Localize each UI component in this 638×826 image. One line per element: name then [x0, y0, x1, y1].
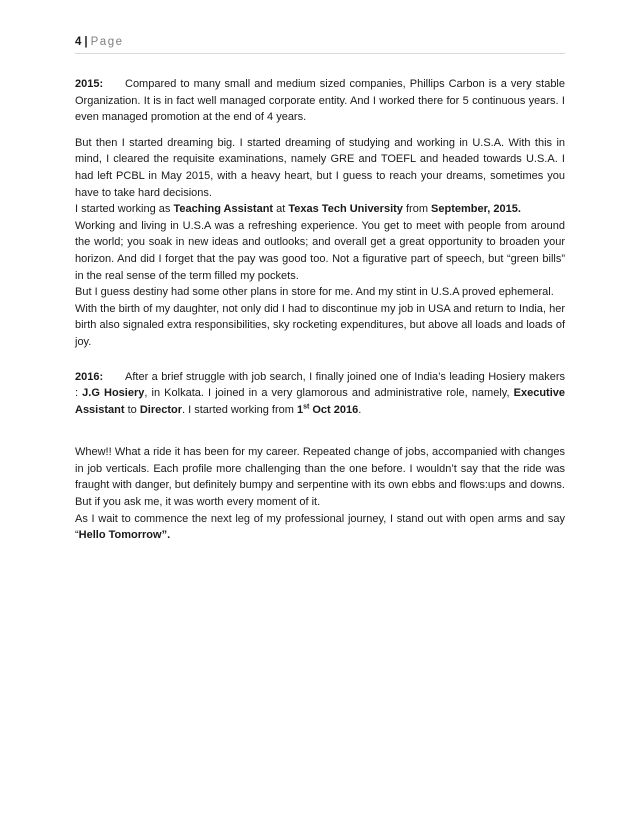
paragraph-2016: 2016: After a brief struggle with job search, I finally joined one of India’s leading Hosiery makers : J.G Hosiery, in Kolkata. I joined in a very glamorous and administrative role, namely, Executive Assistant to Director. I started working from 1st Oct 2016. — [75, 370, 565, 416]
page-header — [75, 36, 565, 54]
paragraph-2015-intro: 2015: Compared to many small and medium sized companies, Phillips Carbon is a very stable Organization. It is in fact well managed corporate entity. And I worked there for 5 continuous years. I even managed promotion at the end of 4 years. — [75, 78, 565, 124]
paragraph-hello-tomorrow: As I wait to commence the next leg of my professional journey, I stand out with open arms and say “Hello Tomorrow”. — [75, 512, 565, 542]
page-number: 4 — [75, 36, 82, 48]
header-separator: | — [84, 36, 88, 48]
university-name: Texas Tech University — [288, 203, 403, 216]
role-executive-assistant: Executive Assistant — [75, 387, 565, 416]
page-word: Page — [90, 36, 124, 48]
paragraph-daughter: With the birth of my daughter, not only did I had to discontinue my job in USA and return to India, her birth also signaled extra responsibilities, sky rocketing expenditures, but above all loads and loads of joy. — [75, 302, 565, 348]
year-2016: 2016: — [75, 370, 104, 383]
company-name: J.G Hosiery — [82, 387, 145, 400]
hello-tomorrow: Hello Tomorrow”. — [78, 529, 171, 542]
document-body — [75, 76, 565, 544]
role-teaching-assistant: Teaching Assistant — [173, 203, 274, 216]
paragraph-closing: Whew!! What a ride it has been for my career. Repeated change of jobs, accompanied with changes in job verticals. Each profile more challenging than the one before. I wouldn’t say that the ride was fraught with danger, but definitely bumpy and serpentine with its own ebbs and flows:ups and downs. But if you ask me, it was worth every moment of it. — [75, 446, 565, 509]
start-date-2015: September, 2015. — [431, 203, 521, 216]
role-director: Director — [139, 403, 183, 416]
paragraph-usa-experience: Working and living in U.S.A was a refreshing experience. You get to meet with people from around the world; you soak in new ideas and outlooks; and overall get a great opportunity to broaden your horizon. And did I forget that the pay was good too. Not a figurative part of speech, but “green bills” in the real sense of the term filled my pockets. — [75, 219, 565, 282]
paragraph-dreaming: But then I started dreaming big. I started dreaming of studying and working in U.S.A. With this in mind, I cleared the requisite examinations, namely GRE and TOEFL and headed towards U.S.A. I had left PCBL in May 2015, with a heavy heart, but I guess to reach your dreams, sometimes you have to take hard decisions. — [75, 136, 565, 199]
year-2015: 2015: — [75, 78, 104, 90]
paragraph-teaching: I started working as Teaching Assistant at Texas Tech University from September, 2015. — [75, 203, 521, 216]
paragraph-destiny: But I guess destiny had some other plans in store for me. And my stint in U.S.A proved ephemeral. — [75, 286, 554, 299]
